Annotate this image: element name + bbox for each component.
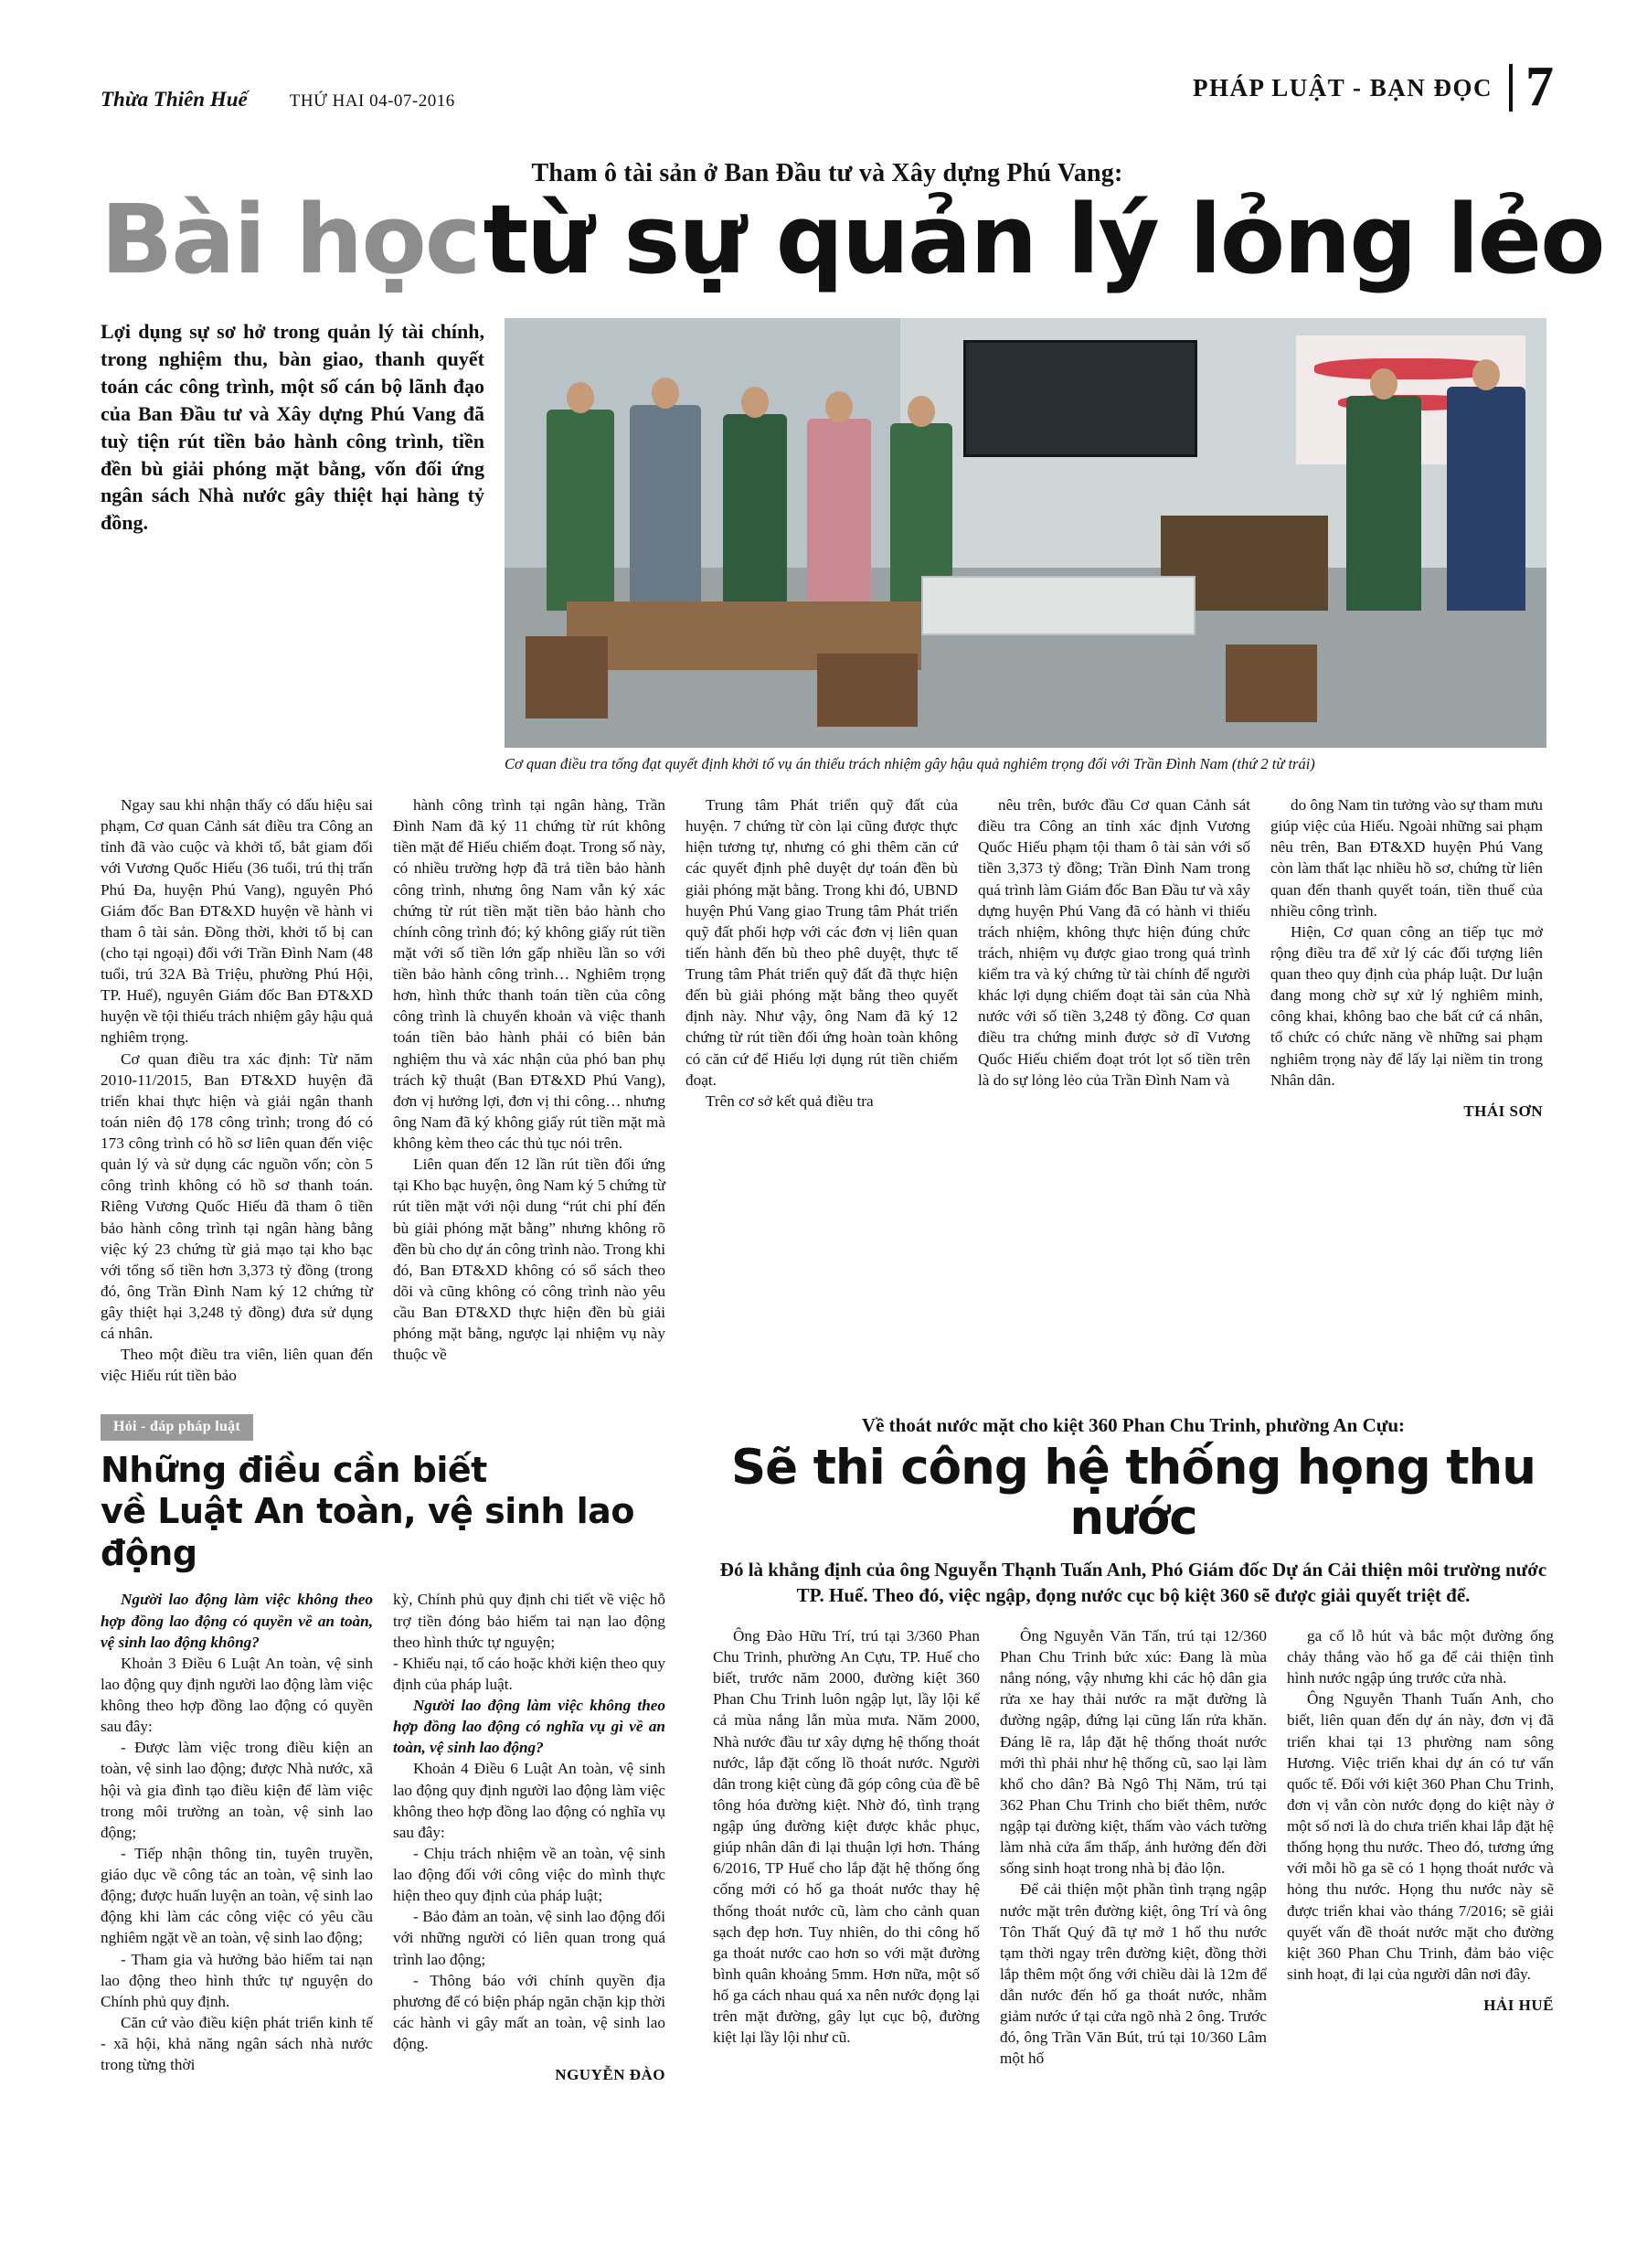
paper-name: Thừa Thiên Huế xyxy=(101,88,248,111)
qa-answer-2-1: - Chịu trách nhiệm về an toàn, vệ sinh lao động đối với công việc do mình thực hiện theo quy định của pháp luật; xyxy=(393,1844,665,1905)
tv-screen xyxy=(963,340,1198,457)
main-col-1 xyxy=(101,794,373,1387)
water-headline: Sẽ thi công hệ thống họng thu nước xyxy=(731,1439,1535,1547)
main-col-2-text-1: Liên quan đến 12 lần rút tiền đối ứng tại Kho bạc huyện, ông Nam ký 5 chứng từ rút tiền mặt với nội dung “rút chi phí đến bù giải phóng mặt bằng” nhưng không rõ đền bù cho dự án công trình nào. Trong khi đó, Ban ĐT&XD không có sổ sách theo dõi và cũng không có công trình nào yêu cầu Ban ĐT&XD thực hiện đền bù giải phóng mặt bằng, ngược lại nhiệm vụ này thuộc về xyxy=(393,1155,665,1364)
issue-date: THỨ HAI 04-07-2016 xyxy=(289,91,455,111)
main-col-5-text: do ông Nam tin tưởng vào sự tham mưu giúp việc của Hiếu. Ngoài những sai phạm nêu trên, Ban ĐT&XD huyện Phú Vang còn làm thất lạc nhiều hồ sơ, chứng từ liên quan đến thanh quyết toán, tiền thuế của nhiều công trình. xyxy=(1270,796,1543,920)
main-article-kicker: Tham ô tài sản ở Ban Đầu tư và Xây dựng Phú Vang: xyxy=(531,159,1123,187)
water-col-1-text: Ông Đào Hữu Trí, trú tại 3/360 Phan Chu Trinh, phường An Cựu, TP. Huế cho biết, trước năm 2000, đường kiệt 360 Phan Chu Trinh luôn ngập lụt, lầy lội kể cả mùa nắng lẫn mùa mưa. Năm 2000, Nhà nước đầu tư xây dựng hệ thống thoát nước, lắp đặt cống lồ thoát nước. Người dân trong kiệt cùng đã góp công của đề bê tông hóa đường kiệt. Nhờ đó, tình trạng ngập úng đường kiệt được khắc phục, giúp nhân dân đi lại thuận lợi hơn. Tháng 6/2016, TP Huế cho lắp đặt hệ thống ống cống mới có hố ga thoát nước thay hệ thống thoát nước cũ, làm cho cảnh quan sạch đẹp hơn. Tuy nhiên, do thi công hố ga thoát nước cao hơn so với mặt đường bình quân khoảng 5mm. Hơn nữa, một số hố ga cách nhau quá xa nên nước đọng lại trên mặt đường, gây lụt cục bộ, đường kiệt lại lầy lội như cũ. xyxy=(713,1626,980,2047)
qa-title-line-2: về Luật An toàn, vệ sinh lao động xyxy=(101,1491,634,1573)
water-col-3-text-1: Ông Nguyễn Thanh Tuấn Anh, cho biết, liên quan đến dự án này, đơn vị đã triển khai tại 13 phường nam sông Hương. Việc triển khai dự án có tư vấn quốc tế. Đối với kiệt 360 Phan Chu Trinh, đơn vị vẫn còn nước đọng do kiệt này ở một số nơi là do chưa triển khai lắp đặt hệ thống họng thu nước. Theo đó, tương ứng với mỗi hồ ga sẽ có 1 họng thoát nước và hỏng thu nước. Họng thu nước này sẽ được triển khai vào tháng 7/2016; sẽ giải quyết vấn đề thoát nước mặt cho đường kiệt 360 Phan Chu Trinh, đảm bảo việc sinh hoạt, đi lại của người dân nơi đây. xyxy=(1287,1690,1554,1983)
article-photo xyxy=(505,318,1546,748)
page-inner xyxy=(101,56,1604,2086)
water-col-1 xyxy=(713,1625,980,2070)
main-col-1-text-2: Theo một điều tra viên, liên quan đến việc Hiếu rút tiền bảo xyxy=(101,1346,373,1385)
photo-block xyxy=(505,318,1546,774)
main-article-byline: THÁI SƠN xyxy=(1463,1102,1543,1120)
qa-col-2 xyxy=(393,1589,665,2086)
lower-section xyxy=(101,1414,1554,2086)
main-col-4-text: nêu trên, bước đầu Cơ quan Cảnh sát điều tra Công an tỉnh xác định Vương Quốc Hiếu phạm tội tham ô tài sản với số tiền 3,373 tỷ đồng; Trần Đình Nam trong quá trình làm Giám đốc Ban Đầu tư và xây dựng huyện Phú Vang đã có hành vi thiếu trách nhiệm, không thực hiện đúng chức trách, nhiệm vụ được giao trong quá trình kiểm tra và ký chứng từ tài chính để người khác lợi dụng chiếm đoạt tài sản của Nhà nước với số tiền 3,248 tỷ đồng. Cơ quan điều tra chứng minh được sở dĩ Vương Quốc Hiếu chiếm đoạt trót lọt số tiền trên là do sự lỏng lẻo của Trần Đình Nam và xyxy=(978,796,1250,1089)
main-col-2-text: hành công trình tại ngân hàng, Trần Đình Nam đã ký 11 chứng từ rút không tiền mặt để Hiếu chiếm đoạt. Trong số này, có nhiều trường hợp đã trả tiền bảo hành công trình, nhưng ông Nam vẫn ký xác chứng từ rút tiền mặt tiền bảo hành cho chính công trình đó; ký không giấy rút tiền mặt với số tiền lớn gấp nhiều lần so với tiền bảo hành công trình… Nghiêm trọng hơn, hình thức thanh toán tiền của công công trình là chuyển khoản và việc thanh toán tiền bảo hành phải có biên bản nghiệm thu và xác nhận của phó ban phụ trách kỹ thuật (Ban ĐT&XD Phú Vang), đơn vị hưởng lợi, đơn vị thi công… nhưng ông Nam đã ký không giấy rút tiền mặt mà không kèm theo các thủ tục nói trên. xyxy=(393,796,665,1153)
main-article-headline xyxy=(101,184,1604,295)
qa-answer-1: Khoản 3 Điều 6 Luật An toàn, vệ sinh lao động quy định người lao động làm việc không theo hợp đồng lao động có quyền sau đây: xyxy=(101,1654,373,1736)
main-col-1-text-1: Cơ quan điều tra xác định: Từ năm 2010-11/2015, Ban ĐT&XD huyện đã triển khai thực hiện và giải ngân thanh toán niên độ 178 công trình; trong đó có 173 công trình có hồ sơ liên quan đến việc quản lý và sử dụng các nguồn vốn; còn 5 công trình không có hồ sơ thanh toán. Riêng Vương Quốc Hiếu đã tham ô tiền bảo hành công trình tại ngân hàng bằng việc ký 23 chứng từ giả mạo tại kho bạc với tổng số tiền hơn 3,373 tỷ đồng (trong đó, ông Trần Đình Nam ký 12 chứng từ gây thiệt hại 3,248 tỷ đồng) đưa sử dụng cá nhân. xyxy=(101,1049,373,1343)
qa-title-line-1: Những điều cần biết xyxy=(101,1449,487,1490)
main-col-3-text: Trung tâm Phát triển quỹ đất của huyện. 7 chứng từ còn lại cũng được thực hiện tương tự, nhưng có ghi thêm căn cứ các quyết định phê duyệt dự toán đền bù giải phóng mặt bằng. Trong khi đó, UBND huyện Phú Vang giao Trung tâm Phát triển quỹ đất phối hợp với các đơn vị liên quan tiến hành đến bù theo phê duyệt, thực tế Trung tâm Phát triển quỹ đất đã thực hiện đến bù giải phóng mặt bằng theo quyết định này. Như vậy, ông Nam đã ký 12 chứng từ rút tiền đối ứng hoàn toàn không có căn cứ để Hiếu lợi dụng rút tiền chiếm đoạt. xyxy=(685,796,958,1089)
qa-title xyxy=(101,1450,665,1575)
qa-columns xyxy=(101,1589,665,2086)
headline-part-2: từ sự quản lý lỏng lẻo xyxy=(483,184,1604,295)
qa-question-1: Người lao động làm việc không theo hợp đồng lao động có quyền về an toàn, vệ sinh lao động không? xyxy=(101,1591,373,1651)
main-article-columns xyxy=(101,794,1554,1387)
main-col-3 xyxy=(685,794,958,1387)
photo-caption: Cơ quan điều tra tống đạt quyết định khởi tố vụ án thiếu trách nhiệm gây hậu quả nghiêm trọng đối với Trần Đình Nam (thứ 2 từ trái) xyxy=(505,755,1315,772)
qa-article xyxy=(101,1414,665,2086)
qa-answer-2-2: - Bảo đảm an toàn, vệ sinh lao động đối với những người có liên quan trong quá trình lao động; xyxy=(393,1908,665,1968)
main-article-lead: Lợi dụng sự sơ hở trong quản lý tài chính, trong nghiệm thu, bàn giao, thanh quyết toán các công trình, một số cán bộ lãnh đạo của Ban Đầu tư và Xây dựng Phú Vang đã tuỳ tiện rút tiền bảo hành công trình, tiền đền bù giải phóng mặt bằng, vốn đối ứng ngân sách Nhà nước gây thiệt hại hàng tỷ đồng. xyxy=(101,320,484,535)
masthead xyxy=(101,56,1554,119)
main-col-5 xyxy=(1270,794,1543,1387)
qa-answer-2-3: - Thông báo với chính quyền địa phương để có biện pháp ngăn chặn kịp thời các hành vi gây mất an toàn, vệ sinh lao động. xyxy=(393,1971,665,2053)
water-kicker: Về thoát nước mặt cho kiệt 360 Phan Chu Trinh, phường An Cựu: xyxy=(861,1413,1406,1436)
page-number: 7 xyxy=(1525,56,1554,119)
water-col-2-text: Ông Nguyễn Văn Tấn, trú tại 12/360 Phan Chu Trinh bức xúc: Đang là mùa nắng nóng, vậy nhưng khi các hộ dân gia rửa xe hay thải nước ra mặt đường là đường ngập, đứng lại cũng lấn rửa khăn. Đáng lẽ ra, lắp đặt hệ thống thoát nước mới thì phải như hệ thống cũ, sao lại làm khổ cho dân? Bà Ngô Thị Năm, trú tại 362 Phan Chu Trinh cho biết thêm, nước ngập tại đường kiệt, thấm vào vách tường làm nhà cửa ẩm thấp, ảnh hưởng đến đời sống sinh hoạt trong nhà bị đảo lộn. xyxy=(1000,1626,1267,1878)
qa-answer-1-cont-1: - Khiếu nại, tố cáo hoặc khởi kiện theo quy định của pháp luật. xyxy=(393,1654,665,1693)
masthead-right xyxy=(1192,56,1554,119)
qa-question-2: Người lao động làm việc không theo hợp đồng lao động có nghĩa vụ gì về an toàn, vệ sinh lao động? xyxy=(393,1697,665,1757)
main-col-5-text-1: Hiện, Cơ quan công an tiếp tục mở rộng điều tra để xử lý các đối tượng liên quan theo quy định của pháp luật. Dư luận đang mong chờ sự xử lý nghiêm minh, công khai, không bao che bất cứ cá nhân, tổ chức có chức năng về những sai phạm nghiêm trọng này để lấy lại niềm tin trong Nhân dân. xyxy=(1270,922,1543,1089)
section-name: PHÁP LUẬT - BẠN ĐỌC xyxy=(1192,73,1493,101)
qa-answer-1-3: - Tham gia và hưởng bảo hiểm tai nạn lao động theo hình thức tự nguyện do Chính phủ quy định. xyxy=(101,1950,373,2010)
water-deck: Đó là khẳng định của ông Nguyễn Thạnh Tuấn Anh, Phó Giám đốc Dự án Cải thiện môi trường nước TP. Huế. Theo đó, việc ngập, đọng nước cục bộ kiệt 360 sẽ được giải quyết triệt để. xyxy=(719,1558,1547,1607)
qa-answer-2: Khoản 4 Điều 6 Luật An toàn, vệ sinh lao động quy định người lao động làm việc không theo hợp đồng lao động có nghĩa vụ sau đây: xyxy=(393,1760,665,1841)
main-col-4 xyxy=(978,794,1250,1387)
main-col-1-text: Ngay sau khi nhận thấy có dấu hiệu sai phạm, Cơ quan Cảnh sát điều tra Công an tỉnh đã vào cuộc và khởi tố, bắt giam đối với Vương Quốc Hiếu (36 tuổi, trú thị trấn Phú Đa, huyện Phú Vang), nguyên Phó Giám đốc Ban ĐT&XD huyện về hành vi tham ô tài sản. Đồng thời, khởi tố bị can (cho tại ngoại) đối với Trần Đình Nam (48 tuổi, trú 32A Bà Triệu, phường Phú Hội, TP. Huế), nguyên Giám đốc Ban ĐT&XD huyện về tội thiếu trách nhiệm gây hậu quả nghiêm trọng. xyxy=(101,796,373,1047)
masthead-left xyxy=(101,88,455,112)
qa-tag: Hỏi - đáp pháp luật xyxy=(101,1414,253,1441)
water-col-2-text-1: Để cải thiện một phần tình trạng ngập nước mặt trên đường kiệt, ông Trí và ông Tôn Thất Quý đã tự mở 1 hố thu nước tạm thời ngay trên đường kiệt, đồng thời lắp thêm một ống với chiều dài là 12m để dẫn nước đến hố ga thoát nước, nhằm giảm nước ứ tại cửa ngõ nhà 2 ông. Trước đó, ông Trần Văn Bút, trú tại 10/360 Lâm một hố xyxy=(1000,1880,1267,2068)
water-col-3 xyxy=(1287,1625,1554,2070)
water-col-3-text: ga cố lỗ hút và bắc một đường ống chảy thắng vào hố ga để cải thiện tình hình nước ngập úng trước cửa nhà. xyxy=(1287,1626,1554,1688)
water-byline: HẢI HUẾ xyxy=(1483,1996,1554,2015)
water-columns xyxy=(713,1625,1554,2070)
page-number-group xyxy=(1509,56,1554,119)
qa-byline: NGUYỄN ĐÀO xyxy=(555,2066,665,2084)
qa-answer-1-1: - Được làm việc trong điều kiện an toàn, vệ sinh lao động; được Nhà nước, xã hội và gia đình tạo điều kiện để làm việc trong môi trường an toàn, vệ sinh lao động; xyxy=(101,1739,373,1841)
qa-answer-1-cont: kỳ, Chính phủ quy định chi tiết về việc hỗ trợ tiền đóng bảo hiểm tai nạn lao động theo hình thức tự nguyện; xyxy=(393,1591,665,1651)
qa-answer-1-2: - Tiếp nhận thông tin, tuyên truyền, giáo dục về công tác an toàn, vệ sinh lao động; được huấn luyện an toàn, vệ sinh lao động khi làm các công việc có yêu cầu nghiêm ngặt về an toàn, vệ sinh lao động; xyxy=(101,1844,373,1947)
page-number-rule xyxy=(1509,64,1513,112)
qa-answer-1-4: Căn cứ vào điều kiện phát triển kinh tế - xã hội, khả năng ngân sách nhà nước trong từng thời xyxy=(101,2013,373,2074)
qa-col-1 xyxy=(101,1589,373,2086)
headline-part-1: Bài học xyxy=(101,184,480,295)
lead-photo-row xyxy=(101,318,1554,774)
main-col-3-text-1: Trên cơ sở kết quả điều tra xyxy=(706,1091,874,1110)
water-col-2 xyxy=(1000,1625,1267,2070)
main-col-2 xyxy=(393,794,665,1387)
water-article xyxy=(713,1414,1554,2086)
